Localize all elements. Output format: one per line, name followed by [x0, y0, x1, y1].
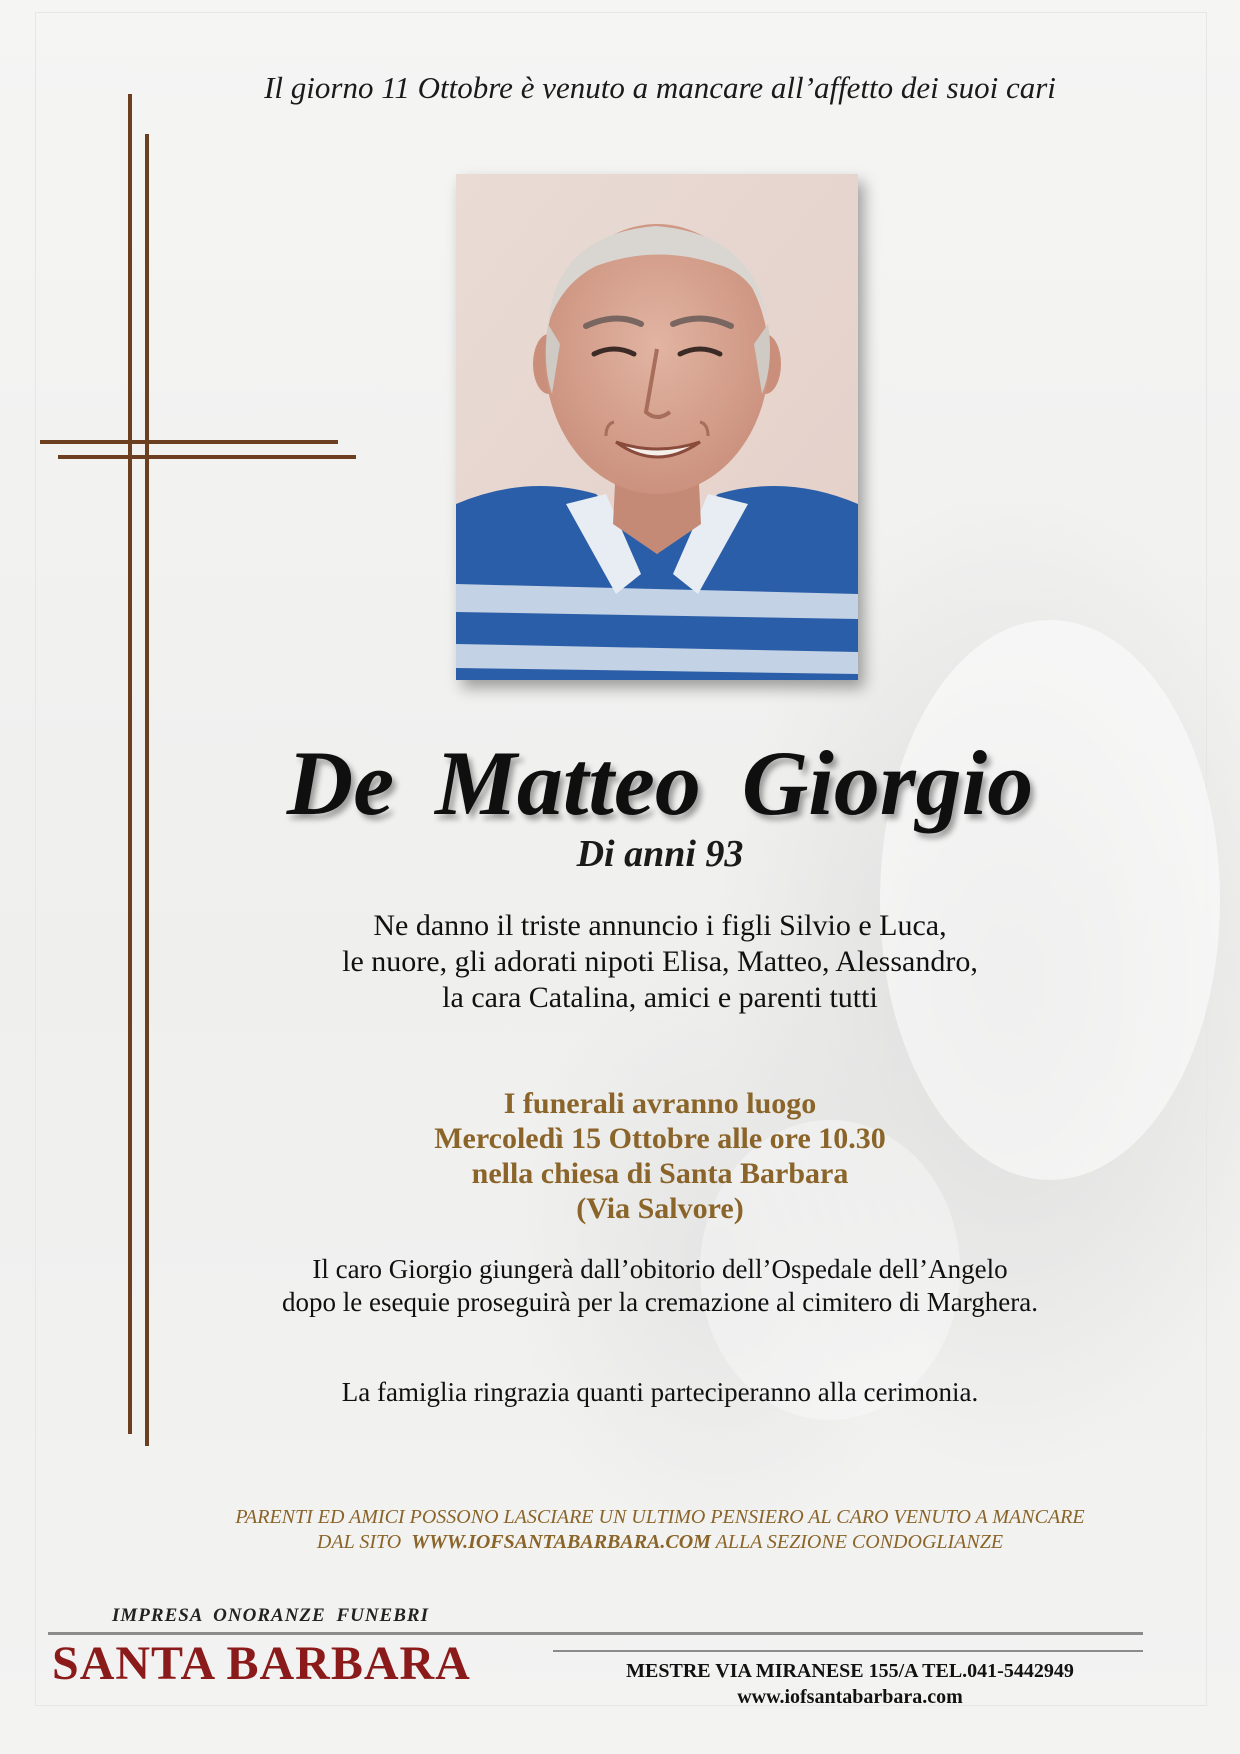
funeral-line: I funerali avranno luogo — [503, 1087, 817, 1120]
announcement-line: Ne danno il triste annuncio i figli Silvio e Luca, — [373, 909, 947, 942]
transfer-line: Il caro Giorgio giungerà dall’obitorio dell’Ospedale dell’Angelo — [312, 1254, 1008, 1284]
portrait-photo — [456, 174, 858, 680]
funeral-date: Mercoledì 15 Ottobre alle ore 10.30 — [434, 1122, 886, 1155]
condolences-prefix: DAL SITO — [316, 1531, 402, 1553]
funeral-street: (Via Salvore) — [576, 1192, 744, 1225]
intro-text: Il giorno 11 Ottobre è venuto a mancare all’affetto dei suoi cari — [264, 70, 1056, 105]
transfer-line: dopo le esequie proseguirà per la cremazione al cimitero di Marghera. — [282, 1287, 1038, 1317]
deceased-name: De Matteo Giorgio — [286, 732, 1034, 834]
impresa-label: IMPRESA ONORANZE FUNEBRI — [112, 1605, 429, 1626]
announcement-line: le nuore, gli adorati nipoti Elisa, Matteo, Alessandro, — [342, 945, 978, 978]
footer-divider — [48, 1632, 1143, 1635]
cross-vertical-line — [145, 134, 149, 1446]
condolences-suffix: ALLA SEZIONE CONDOGLIANZE — [715, 1531, 1004, 1553]
announcement-block — [180, 908, 1140, 1016]
transfer-info — [180, 1253, 1140, 1319]
funeral-church: nella chiesa di Santa Barbara — [471, 1157, 849, 1190]
brand-logo-text: SANTA BARBARA — [52, 1637, 471, 1690]
deceased-age: Di anni 93 — [576, 833, 744, 875]
condolences-line: PARENTI ED AMICI POSSONO LASCIARE UN ULTIMO PENSIERO AL CARO VENUTO A MANCARE — [235, 1506, 1085, 1528]
condolences-notice — [150, 1505, 1170, 1555]
condolences-line — [150, 1530, 1170, 1555]
condolences-site-link[interactable]: WWW.IOFSANTABARBARA.COM — [411, 1531, 711, 1553]
announcement-line: la cara Catalina, amici e parenti tutti — [442, 981, 878, 1014]
footer-address-block — [560, 1658, 1140, 1710]
cross-vertical-line — [128, 94, 132, 1434]
cross-horizontal-line — [40, 440, 338, 444]
footer-address: MESTRE VIA MIRANESE 155/A TEL.041-5442949 — [626, 1660, 1074, 1682]
funeral-details — [180, 1086, 1140, 1226]
cross-horizontal-line — [58, 455, 356, 459]
thanks-text: La famiglia ringrazia quanti parteciperanno alla cerimonia. — [341, 1377, 979, 1407]
portrait-illustration — [456, 174, 858, 680]
footer-divider — [553, 1650, 1143, 1652]
footer-website-link[interactable]: www.iofsantabarbara.com — [737, 1686, 963, 1708]
